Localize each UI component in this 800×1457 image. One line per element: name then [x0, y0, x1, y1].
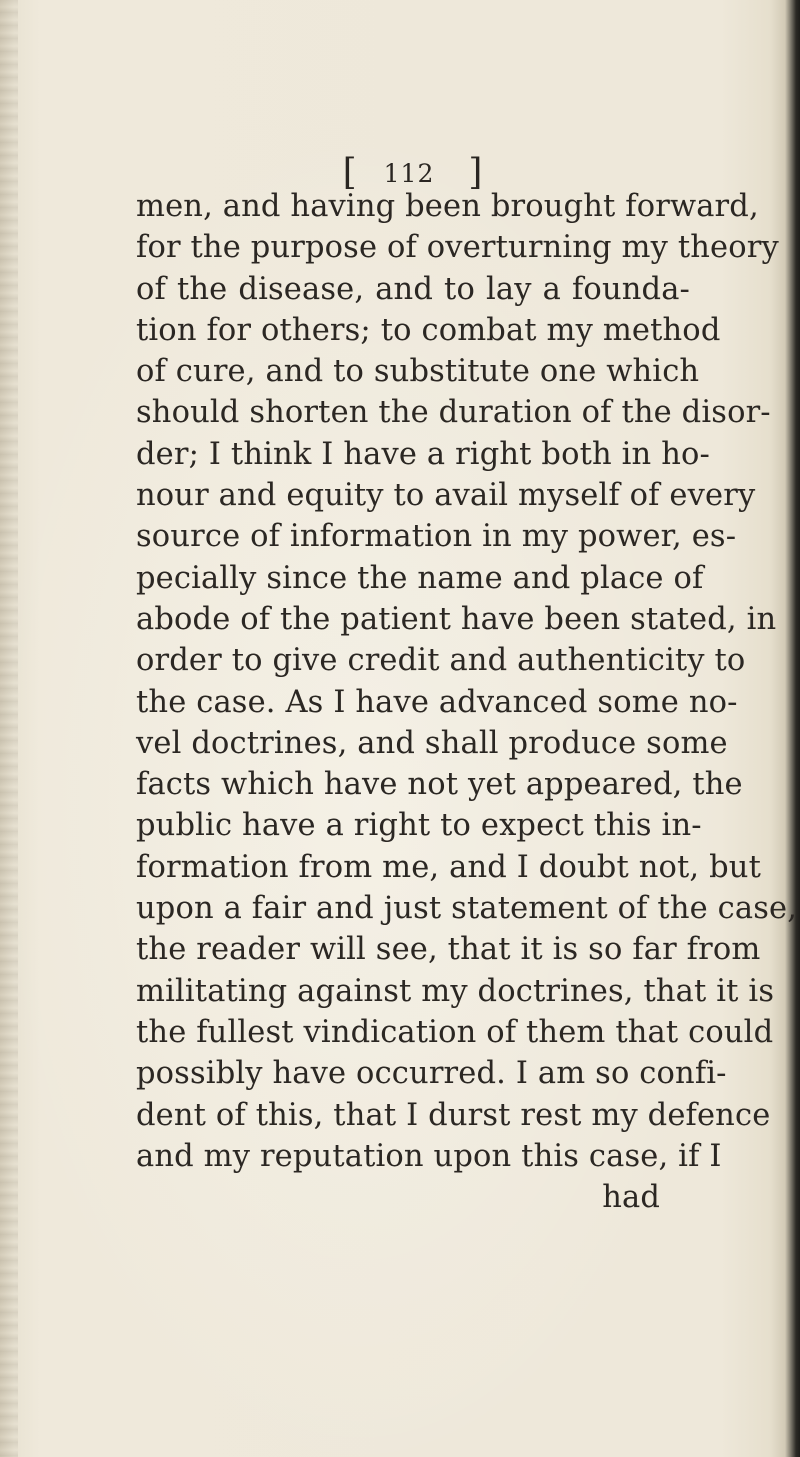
text-line: men, and having been brought forward,: [136, 189, 759, 224]
text-line: for the purpose of overturning my theory: [136, 230, 779, 266]
text-line: upon a fair and just statement of the case,: [136, 891, 798, 927]
text-line: nour and equity to avail myself of every: [136, 478, 756, 514]
body-text: [136, 186, 798, 1218]
text-line: and my reputation upon this case, if I: [136, 1138, 722, 1174]
text-line: possibly have occurred. I am so confi-: [136, 1056, 727, 1092]
text-line: of the disease, and to lay a founda-: [136, 271, 690, 307]
text-line: formation from me, and I doubt not, but: [136, 849, 761, 885]
text-line: should shorten the duration of the disor-: [136, 395, 771, 431]
text-line: der; I think I have a right both in ho-: [136, 436, 710, 472]
header-right-bracket: ]: [468, 152, 484, 193]
text-line: the fullest vindication of them that could: [136, 1014, 774, 1050]
text-line: abode of the patient have been stated, in: [136, 601, 777, 637]
text-line: the reader will see, that it is so far from: [136, 932, 761, 968]
header-left-bracket: [: [342, 152, 358, 193]
text-line: vel doctrines, and shall produce some: [136, 725, 728, 761]
text-line: public have a right to expect this in-: [136, 808, 702, 844]
catchword: had: [602, 1180, 660, 1216]
text-line: pecially since the name and place of: [136, 560, 704, 596]
page-number: 112: [383, 159, 435, 188]
page-binding-edge: [0, 0, 18, 1457]
text-line: facts which have not yet appeared, the: [136, 767, 743, 803]
text-line: militating against my doctrines, that it is: [136, 973, 775, 1009]
text-line: the case. As I have advanced some no-: [136, 684, 738, 720]
text-line: tion for others; to combat my method: [136, 312, 721, 348]
text-line: dent of this, that I durst rest my defence: [136, 1097, 771, 1133]
text-line: order to give credit and authenticity to: [136, 643, 746, 679]
text-line: of cure, and to substitute one which: [136, 354, 700, 390]
text-line: source of information in my power, es-: [136, 519, 737, 555]
